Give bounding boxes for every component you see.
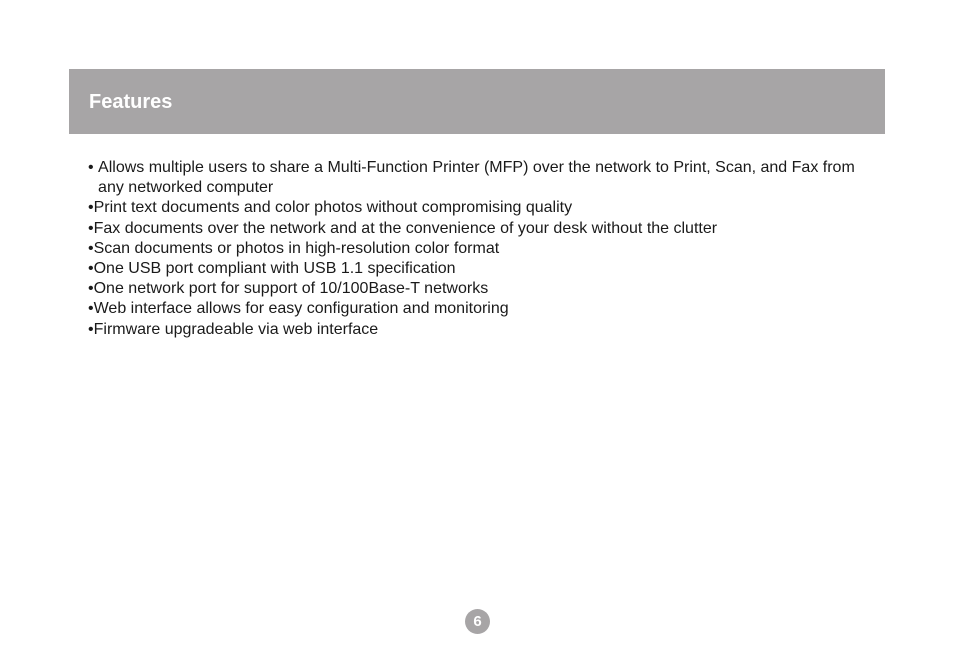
section-title: Features <box>89 91 173 113</box>
feature-item <box>88 239 878 259</box>
feature-text: Firmware upgradeable via web interface <box>93 320 379 338</box>
feature-text: Web interface allows for easy configuration and monitoring <box>93 300 509 318</box>
bullet-icon: • <box>88 219 94 237</box>
bullet-icon: • <box>88 280 94 298</box>
feature-item <box>88 259 878 279</box>
bullet-icon: • <box>88 159 99 176</box>
feature-text: Allows multiple users to share a Multi-Function Printer (MFP) over the network to Print, Scan, and Fax from any networked computer <box>98 159 855 197</box>
bullet-icon: • <box>88 199 94 217</box>
bullet-icon: • <box>88 320 94 338</box>
feature-item <box>88 219 878 239</box>
section-header <box>69 69 885 134</box>
feature-item <box>88 320 878 340</box>
feature-text: Scan documents or photos in high-resolution color format <box>93 239 500 257</box>
feature-text: Print text documents and color photos without compromising quality <box>93 199 573 217</box>
bullet-icon: • <box>88 300 94 318</box>
feature-item <box>88 279 878 299</box>
bullet-icon: • <box>88 260 94 278</box>
feature-text: Fax documents over the network and at the convenience of your desk without the clutter <box>93 219 718 237</box>
feature-item <box>88 299 878 319</box>
page-number-badge: 6 <box>465 609 490 634</box>
feature-item <box>88 198 878 218</box>
feature-item <box>88 158 878 198</box>
feature-text: One USB port compliant with USB 1.1 specification <box>93 260 456 278</box>
feature-text: One network port for support of 10/100Base-T networks <box>93 280 489 298</box>
bullet-icon: • <box>88 239 94 257</box>
feature-list <box>88 158 878 340</box>
